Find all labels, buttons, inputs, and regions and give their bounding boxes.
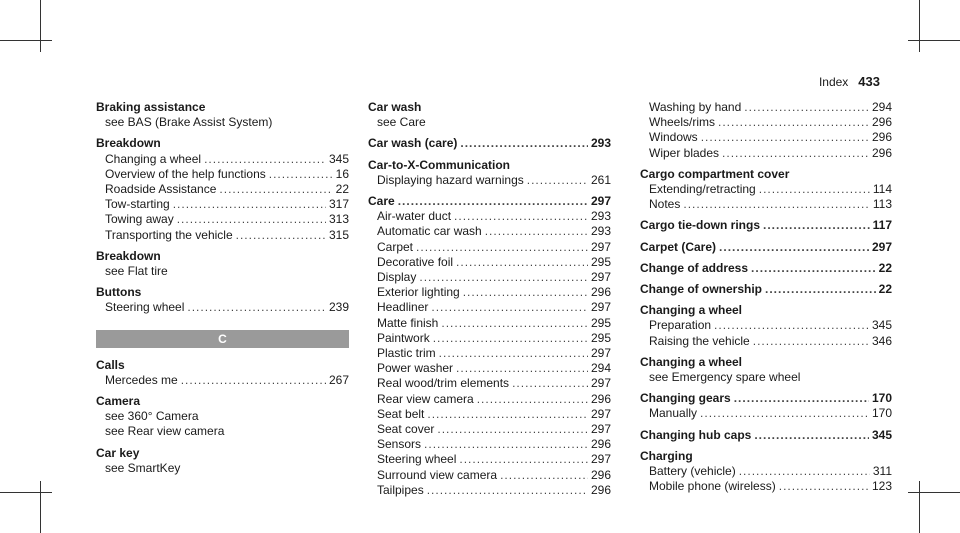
term-text: Changing hub caps xyxy=(640,427,752,442)
leader-dots xyxy=(763,218,870,233)
subentry-page: 261 xyxy=(590,172,611,187)
term-text: Changing a wheel xyxy=(640,354,743,369)
index-subentry[interactable] xyxy=(368,173,611,188)
term-text: Car wash (care) xyxy=(368,136,458,151)
index-subentry[interactable] xyxy=(368,361,611,376)
term-text: Car-to-X-Communication xyxy=(368,157,510,172)
index-term[interactable] xyxy=(640,218,892,233)
leader-dots xyxy=(456,361,588,376)
leader-dots xyxy=(427,483,588,498)
leader-dots xyxy=(744,100,869,115)
index-subentry[interactable] xyxy=(96,182,349,197)
subentry-text: see Emergency spare wheel xyxy=(649,370,801,385)
term-text: Camera xyxy=(96,394,141,409)
index-subentry[interactable] xyxy=(640,182,892,197)
index-subentry[interactable] xyxy=(368,255,611,270)
index-subentry[interactable] xyxy=(368,407,611,422)
index-subentry[interactable] xyxy=(96,300,349,315)
subentry-page: 296 xyxy=(590,285,611,300)
subentry-text: Raising the vehicle xyxy=(649,333,750,348)
index-entry xyxy=(368,194,611,498)
subentry-page: 294 xyxy=(871,100,892,114)
term-text: Cargo tie-down rings xyxy=(640,218,760,233)
subentry-text: Battery (vehicle) xyxy=(649,464,736,479)
index-subentry[interactable] xyxy=(368,422,611,437)
page-header xyxy=(819,74,880,89)
leader-dots xyxy=(714,318,869,333)
term-page: 293 xyxy=(590,136,611,151)
subentry-page: 296 xyxy=(590,437,611,452)
index-subentry[interactable] xyxy=(640,318,892,333)
index-entry xyxy=(640,261,892,276)
leader-dots xyxy=(722,146,869,161)
crop-mark xyxy=(0,492,52,493)
index-entry xyxy=(640,282,892,297)
leader-dots xyxy=(416,240,588,255)
leader-dots xyxy=(485,224,588,239)
subentry-page: 313 xyxy=(328,212,349,227)
index-subentry[interactable] xyxy=(368,331,611,346)
index-term[interactable] xyxy=(368,136,611,151)
subentry-text: Changing a wheel xyxy=(105,151,202,166)
index-subentry[interactable] xyxy=(368,285,611,300)
index-term[interactable] xyxy=(368,158,611,173)
term-text: Change of address xyxy=(640,260,749,275)
crop-mark xyxy=(919,0,920,52)
index-subentry[interactable] xyxy=(640,100,892,115)
subentry-page: 297 xyxy=(590,452,611,467)
index-entry xyxy=(368,100,611,130)
index-term[interactable] xyxy=(640,167,892,182)
subentry-text: Real wood/trim elements xyxy=(377,376,510,391)
subentry-text: Power washer xyxy=(377,361,454,376)
index-subentry[interactable] xyxy=(640,115,892,130)
index-entry xyxy=(96,100,349,130)
index-term[interactable] xyxy=(640,282,892,297)
term-page: 297 xyxy=(871,239,892,254)
subentry-page: 239 xyxy=(328,300,349,315)
index-subentry[interactable] xyxy=(640,197,892,212)
term-page: 22 xyxy=(878,260,892,275)
leader-dots xyxy=(463,285,588,300)
subentry-page: 294 xyxy=(590,361,611,376)
subentry-text: Carpet xyxy=(377,239,414,254)
index-subentry[interactable] xyxy=(368,300,611,315)
crop-mark xyxy=(0,40,52,41)
leader-dots xyxy=(754,428,869,443)
subentry-text: Paintwork xyxy=(377,330,430,345)
leader-dots xyxy=(751,261,876,276)
subentry-text: Mobile phone (wireless) xyxy=(649,479,776,494)
subentry-text: Manually xyxy=(649,406,698,421)
leader-dots xyxy=(700,406,869,421)
index-subentry[interactable] xyxy=(640,334,892,349)
leader-dots xyxy=(701,130,869,145)
subentry-text: Steering wheel xyxy=(105,300,185,315)
index-subentry[interactable] xyxy=(368,270,611,285)
index-subentry[interactable] xyxy=(368,240,611,255)
subentry-text: Display xyxy=(377,270,417,285)
leader-dots xyxy=(236,228,326,243)
leader-dots xyxy=(433,331,588,346)
subentry-page: 16 xyxy=(335,166,349,181)
term-text: Changing gears xyxy=(640,391,731,406)
leader-dots xyxy=(718,115,869,130)
subentry-page: 315 xyxy=(328,227,349,242)
index-term[interactable] xyxy=(96,136,349,151)
subentry-text: Matte finish xyxy=(377,315,439,330)
index-term[interactable] xyxy=(640,428,892,443)
leader-dots xyxy=(759,182,870,197)
term-text: Breakdown xyxy=(96,136,161,151)
term-page: 117 xyxy=(872,218,892,233)
subentry-page: 295 xyxy=(590,330,611,345)
index-subentry[interactable] xyxy=(96,212,349,227)
index-term[interactable] xyxy=(640,240,892,255)
leader-dots xyxy=(187,300,326,315)
leader-dots xyxy=(204,152,326,167)
index-entry xyxy=(368,158,611,188)
term-text: Change of ownership xyxy=(640,282,763,297)
subentry-text: see Flat tire xyxy=(105,264,168,279)
leader-dots xyxy=(719,240,869,255)
subentry-text: Displaying hazard warnings xyxy=(377,172,524,187)
leader-dots xyxy=(683,197,870,212)
subentry-text: see Care xyxy=(377,115,426,130)
subentry-page: 123 xyxy=(871,479,892,494)
term-text: Charging xyxy=(640,448,693,463)
index-subentry[interactable] xyxy=(96,461,349,476)
term-text: Carpet (Care) xyxy=(640,239,717,254)
subentry-page: 297 xyxy=(590,406,611,421)
index-subentry[interactable] xyxy=(96,424,349,439)
subentry-page: 345 xyxy=(328,151,349,166)
subentry-text: Windows xyxy=(649,130,698,145)
index-subentry[interactable] xyxy=(368,376,611,391)
crop-mark xyxy=(908,40,960,41)
subentry-page: 113 xyxy=(872,197,892,212)
subentry-page: 295 xyxy=(590,315,611,330)
leader-dots xyxy=(441,316,588,331)
subentry-page: 267 xyxy=(328,372,349,387)
index-term[interactable] xyxy=(368,100,611,115)
subentry-text: Preparation xyxy=(649,318,712,333)
subentry-page: 22 xyxy=(335,182,349,197)
index-subentry[interactable] xyxy=(640,130,892,145)
leader-dots xyxy=(427,407,588,422)
subentry-page: 311 xyxy=(872,464,892,479)
index-entry xyxy=(640,100,892,161)
subentry-text: Plastic trim xyxy=(377,346,436,361)
term-page: 22 xyxy=(878,282,892,297)
index-subentry[interactable] xyxy=(640,479,892,494)
index-entry xyxy=(640,391,892,421)
index-subentry[interactable] xyxy=(368,452,611,467)
index-entry xyxy=(96,358,349,388)
term-text: Buttons xyxy=(96,285,142,300)
index-term[interactable] xyxy=(640,261,892,276)
leader-dots xyxy=(177,212,326,227)
leader-dots xyxy=(765,282,876,297)
leader-dots xyxy=(269,167,333,182)
subentry-page: 297 xyxy=(590,300,611,315)
index-subentry[interactable] xyxy=(96,373,349,388)
subentry-page: 317 xyxy=(328,197,349,212)
index-term[interactable] xyxy=(96,358,349,373)
leader-dots xyxy=(460,136,588,151)
leader-dots xyxy=(734,391,869,406)
index-entry xyxy=(640,449,892,495)
subentry-text: Sensors xyxy=(377,437,422,452)
subentry-text: Mercedes me xyxy=(105,372,178,387)
leader-dots xyxy=(181,373,326,388)
subentry-text: Seat belt xyxy=(377,406,425,421)
leader-dots xyxy=(431,300,588,315)
page-number: 433 xyxy=(858,74,880,89)
index-column-1 xyxy=(96,100,349,482)
term-text: Car wash xyxy=(368,100,422,114)
subentry-page: 296 xyxy=(871,115,892,130)
subentry-text: see Rear view camera xyxy=(105,424,225,439)
leader-dots xyxy=(437,422,588,437)
index-entry xyxy=(368,136,611,151)
index-entry xyxy=(640,303,892,349)
leader-dots xyxy=(753,334,869,349)
term-text: Car key xyxy=(96,445,140,460)
index-entry xyxy=(640,355,892,385)
index-column-3 xyxy=(640,100,892,500)
term-text: Cargo compartment cover xyxy=(640,166,790,181)
subentry-text: Wiper blades xyxy=(649,145,720,160)
subentry-text: Surround view camera xyxy=(377,467,498,482)
subentry-text: Towing away xyxy=(105,212,174,227)
index-subentry[interactable] xyxy=(96,152,349,167)
index-subentry[interactable] xyxy=(368,316,611,331)
index-subentry[interactable] xyxy=(368,392,611,407)
index-subentry[interactable] xyxy=(96,264,349,279)
leader-dots xyxy=(219,182,332,197)
subentry-text: Washing by hand xyxy=(649,100,742,114)
index-entry xyxy=(96,394,349,440)
letter-heading: C xyxy=(96,330,349,348)
subentry-page: 296 xyxy=(590,391,611,406)
index-entry xyxy=(96,285,349,315)
index-subentry[interactable] xyxy=(96,197,349,212)
subentry-text: Extending/retracting xyxy=(649,182,756,197)
subentry-page: 293 xyxy=(590,209,611,224)
subentry-text: Automatic car wash xyxy=(377,224,482,239)
leader-dots xyxy=(512,376,588,391)
index-subentry[interactable] xyxy=(640,406,892,421)
subentry-page: 297 xyxy=(590,346,611,361)
subentry-text: see SmartKey xyxy=(105,460,181,475)
term-text: Braking assistance xyxy=(96,100,206,114)
subentry-text: Overview of the help functions xyxy=(105,166,266,181)
subentry-page: 114 xyxy=(872,182,892,197)
index-column-2 xyxy=(368,100,611,504)
crop-mark xyxy=(919,481,920,533)
index-entry xyxy=(640,218,892,233)
index-subentry[interactable] xyxy=(640,464,892,479)
subentry-text: Air-water duct xyxy=(377,209,452,224)
subentry-text: Notes xyxy=(649,197,681,212)
leader-dots xyxy=(439,346,588,361)
index-subentry[interactable] xyxy=(368,224,611,239)
leader-dots xyxy=(779,479,869,494)
index-subentry[interactable] xyxy=(96,228,349,243)
subentry-text: Seat cover xyxy=(377,422,435,437)
index-subentry[interactable] xyxy=(640,146,892,161)
subentry-page: 297 xyxy=(590,239,611,254)
index-entry xyxy=(96,136,349,242)
subentry-text: Rear view camera xyxy=(377,391,474,406)
leader-dots xyxy=(739,464,870,479)
subentry-text: see BAS (Brake Assist System) xyxy=(105,115,273,130)
subentry-text: Wheels/rims xyxy=(649,115,716,130)
subentry-text: Tow-starting xyxy=(105,197,170,212)
crop-mark xyxy=(40,0,41,52)
subentry-page: 297 xyxy=(590,376,611,391)
subentry-page: 296 xyxy=(871,145,892,160)
leader-dots xyxy=(456,255,588,270)
index-subentry[interactable] xyxy=(96,409,349,424)
index-entry xyxy=(640,167,892,213)
index-subentry[interactable] xyxy=(368,468,611,483)
subentry-text: Headliner xyxy=(377,300,429,315)
subentry-page: 293 xyxy=(590,224,611,239)
index-term[interactable] xyxy=(368,194,611,209)
index-entry xyxy=(96,249,349,279)
index-term[interactable] xyxy=(640,391,892,406)
subentry-page: 297 xyxy=(590,270,611,285)
subentry-page: 345 xyxy=(871,318,892,333)
index-term[interactable] xyxy=(96,249,349,264)
subentry-page: 296 xyxy=(590,482,611,497)
index-subentry[interactable] xyxy=(368,209,611,224)
index-term[interactable] xyxy=(640,355,892,370)
index-entry xyxy=(96,446,349,476)
index-term[interactable] xyxy=(96,285,349,300)
term-page: 297 xyxy=(590,194,611,209)
subentry-text: Roadside Assistance xyxy=(105,182,217,197)
leader-dots xyxy=(459,452,588,467)
leader-dots xyxy=(454,209,588,224)
index-subentry[interactable] xyxy=(96,115,349,130)
term-page: 345 xyxy=(871,427,892,442)
leader-dots xyxy=(500,468,588,483)
term-text: Care xyxy=(368,194,395,209)
term-text: Breakdown xyxy=(96,248,161,263)
index-subentry[interactable] xyxy=(368,437,611,452)
subentry-page: 296 xyxy=(871,130,892,145)
index-subentry[interactable] xyxy=(368,483,611,498)
crop-mark xyxy=(40,481,41,533)
section-title: Index xyxy=(818,75,849,89)
leader-dots xyxy=(419,270,588,285)
subentry-text: Decorative foil xyxy=(377,254,454,269)
subentry-page: 170 xyxy=(871,406,892,421)
subentry-text: see 360° Camera xyxy=(105,409,199,424)
index-subentry[interactable] xyxy=(368,346,611,361)
subentry-page: 297 xyxy=(590,422,611,437)
term-text: Changing a wheel xyxy=(640,303,743,318)
index-entry xyxy=(640,240,892,255)
term-text: Calls xyxy=(96,357,125,372)
index-subentry[interactable] xyxy=(96,167,349,182)
leader-dots xyxy=(477,392,588,407)
index-term[interactable] xyxy=(96,394,349,409)
subentry-page: 296 xyxy=(590,467,611,482)
index-term[interactable] xyxy=(640,449,892,464)
term-page: 170 xyxy=(871,391,892,406)
subentry-text: Tailpipes xyxy=(377,482,424,497)
crop-mark xyxy=(908,492,960,493)
subentry-text: Steering wheel xyxy=(377,452,457,467)
leader-dots xyxy=(424,437,588,452)
index-term[interactable] xyxy=(96,100,349,115)
index-term[interactable] xyxy=(640,303,892,318)
leader-dots xyxy=(527,173,588,188)
subentry-page: 295 xyxy=(590,254,611,269)
subentry-text: Transporting the vehicle xyxy=(105,227,233,242)
index-term[interactable] xyxy=(96,446,349,461)
subentry-text: Exterior lighting xyxy=(377,285,460,300)
index-entry xyxy=(640,428,892,443)
leader-dots xyxy=(173,197,326,212)
index-subentry[interactable] xyxy=(640,370,892,385)
leader-dots xyxy=(398,194,588,209)
subentry-page: 346 xyxy=(871,333,892,348)
index-subentry[interactable] xyxy=(368,115,611,130)
